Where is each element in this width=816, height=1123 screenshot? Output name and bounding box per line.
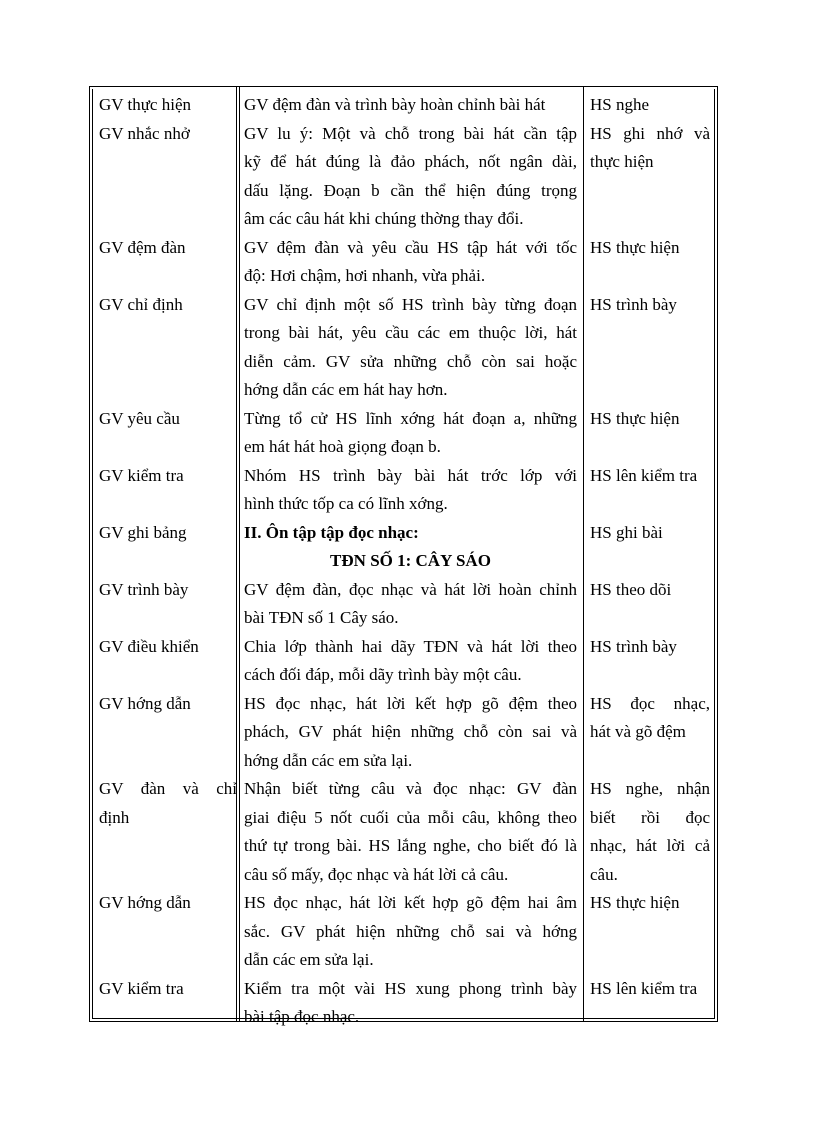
col2-line: bài tập đọc nhạc. — [244, 1007, 360, 1026]
col2-line: Kiểm tra một vài HS xung phong trình bày — [244, 978, 577, 998]
col1-cell — [99, 889, 237, 918]
col2-line: Từng tổ cử HS lĩnh xớng hát đoạn a, những — [244, 408, 577, 428]
col2-line: dấu lặng. Đoạn b cần thể hiện đúng trọng — [244, 180, 577, 200]
col3-cell — [590, 775, 710, 889]
col1-line: GV đệm đàn — [99, 237, 186, 257]
col3-line: hát và gõ đệm — [590, 722, 686, 741]
col3-line: HS ghi nhớ và — [590, 123, 710, 143]
col2-line: GV đệm đàn, đọc nhạc và hát lời hoàn chỉnh — [244, 579, 577, 599]
column-divider-1 — [236, 86, 237, 1022]
col2-line: hình thức tốp ca có lĩnh xớng. — [244, 494, 448, 513]
col3-line: HS nghe, nhận — [590, 779, 710, 798]
col2-line: Nhận biết từng câu và đọc nhạc: GV đàn — [244, 779, 577, 798]
col2-line: kỹ để hát đúng là đảo phách, nốt ngân dài, — [244, 152, 577, 171]
col2-line: HS đọc nhạc, hát lời kết hợp gõ đệm theo — [244, 693, 577, 713]
col1-line: GV nhắc nhở — [99, 123, 190, 143]
col2-line: cách đối đáp, mỗi dãy trình bày một câu. — [244, 665, 522, 684]
col2-line: dẫn các em sửa lại. — [244, 950, 374, 969]
col1-cell — [99, 405, 237, 434]
col1-line: GV trình bày — [99, 579, 189, 599]
section-subheading: TĐN SỐ 1: CÂY SÁO — [330, 551, 491, 570]
col1-line: GV chỉ định — [99, 294, 183, 314]
col1-line: GV điều khiển — [99, 636, 199, 656]
col1-cell — [99, 91, 237, 120]
col2-line: thứ tự trong bài. HS lắng nghe, cho biết đó là — [244, 836, 577, 855]
col3-line: HS lên kiểm tra — [590, 978, 698, 998]
col3-cell — [590, 234, 710, 263]
col2-line: GV đệm đàn và yêu cầu HS tập hát với tốc — [244, 237, 577, 257]
col1-cell — [99, 120, 237, 149]
col2-cell — [244, 775, 577, 889]
col2-cell — [244, 234, 577, 291]
column-divider-2 — [583, 86, 584, 1022]
col1-cell — [99, 462, 237, 491]
col2-line: trong bài hát, yêu cầu các em thuộc lời, hát — [244, 323, 577, 342]
col3-line: HS thực hiện — [590, 237, 680, 257]
column-divider-1-double — [239, 86, 240, 1022]
col3-cell — [590, 576, 710, 605]
col3-line: HS thực hiện — [590, 893, 680, 912]
col1-cell — [99, 633, 237, 662]
col2-line: HS đọc nhạc, hát lời kết hợp gõ đệm hai âm — [244, 893, 577, 912]
col2-line: em hát hát hoà giọng đoạn b. — [244, 437, 441, 456]
col3-line: HS lên kiểm tra — [590, 465, 698, 485]
section-heading: II. Ôn tập tập đọc nhạc: — [244, 522, 419, 542]
col2-cell — [244, 91, 577, 120]
col2-line: GV đệm đàn và trình bày hoàn chỉnh bài hát — [244, 95, 546, 114]
col2-cell — [244, 690, 577, 776]
col3-line: HS thực hiện — [590, 408, 680, 428]
col2-line: bài TĐN số 1 Cây sáo. — [244, 608, 399, 627]
col2-line: hớng dẫn các em hát hay hơn. — [244, 380, 448, 399]
col2-cell — [244, 462, 577, 519]
col3-line: HS ghi bài — [590, 522, 663, 542]
col1-cell — [99, 576, 237, 605]
col2-line: giai điệu 5 nốt cuối của mỗi câu, không theo — [244, 807, 577, 827]
col2-line: sắc. GV phát hiện những chỗ sai và hớng — [244, 921, 577, 941]
col1-line: GV hớng dẫn — [99, 893, 191, 912]
col2-line: độ: Hơi chậm, hơi nhanh, vừa phải. — [244, 266, 486, 285]
col2-line: âm các câu hát khi chúng thờng thay đổi. — [244, 209, 524, 228]
col3-cell — [590, 462, 710, 491]
col1-line: GV thực hiện — [99, 95, 191, 114]
col1-cell — [99, 234, 237, 263]
col3-line: HS đọc nhạc, — [590, 693, 710, 713]
section-heading-cell — [244, 519, 577, 576]
col2-cell — [244, 975, 577, 1032]
col3-cell — [590, 405, 710, 434]
col2-line: câu số mấy, đọc nhạc và hát lời cả câu. — [244, 864, 509, 884]
col2-line: GV chỉ định một số HS trình bày từng đoạn — [244, 294, 577, 314]
col1-cell — [99, 690, 237, 719]
col2-line: Chia lớp thành hai dãy TĐN và hát lời theo — [244, 636, 577, 656]
col3-cell — [590, 91, 710, 120]
col2-cell — [244, 633, 577, 690]
col3-line: HS trình bày — [590, 636, 677, 656]
col3-cell — [590, 975, 710, 1004]
col2-cell — [244, 291, 577, 405]
col2-cell — [244, 889, 577, 975]
col3-cell — [590, 633, 710, 662]
col2-line: diễn cảm. GV sửa những chỗ còn sai hoặc — [244, 351, 577, 371]
col2-line: GV lu ý: Một và chỗ trong bài hát cần tập — [244, 123, 577, 143]
col1-line: GV hớng dẫn — [99, 693, 191, 713]
col2-cell — [244, 405, 577, 462]
col2-cell — [244, 120, 577, 234]
col3-line: nhạc, hát lời cả — [590, 836, 710, 855]
col1-line: GV kiểm tra — [99, 465, 184, 485]
col3-cell — [590, 291, 710, 320]
col2-line: phách, GV phát hiện những chỗ còn sai và — [244, 722, 577, 741]
col1-line: định — [99, 807, 130, 827]
col3-cell — [590, 120, 710, 177]
col3-cell — [590, 889, 710, 918]
col2-line: hớng dẫn các em sửa lại. — [244, 750, 413, 770]
col3-line: HS trình bày — [590, 294, 677, 314]
col2-cell — [244, 576, 577, 633]
col1-line: GV yêu cầu — [99, 408, 180, 428]
col3-line: thực hiện — [590, 152, 654, 171]
col3-cell — [590, 690, 710, 747]
col1-line: GV kiểm tra — [99, 978, 184, 998]
col3-line: HS nghe — [590, 95, 650, 114]
col3-cell — [590, 519, 710, 548]
col1-cell — [99, 291, 237, 320]
col1-line: GV đàn và chỉ — [99, 779, 237, 798]
col1-line: GV ghi bảng — [99, 522, 187, 542]
col1-cell — [99, 775, 237, 832]
col1-cell — [99, 519, 237, 548]
col3-line: biết rồi đọc — [590, 807, 710, 827]
col3-line: HS theo dõi — [590, 579, 672, 599]
col1-cell — [99, 975, 237, 1004]
col2-line: Nhóm HS trình bày bài hát trớc lớp với — [244, 465, 577, 485]
col3-line: câu. — [590, 864, 618, 884]
